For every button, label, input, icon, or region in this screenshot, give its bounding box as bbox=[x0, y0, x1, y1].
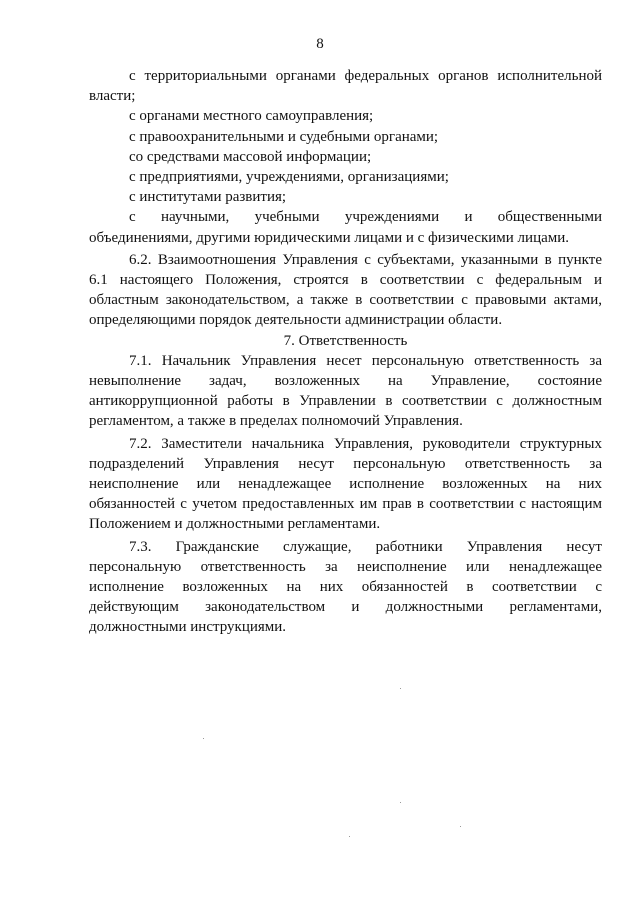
scan-speck bbox=[400, 688, 401, 689]
paragraph-7-2-line: Положением и должностными регламентами. bbox=[89, 516, 381, 533]
paragraph-7-2-line: подразделений Управления несут персональную ответственность за bbox=[89, 455, 602, 472]
list-item-line: с правоохранительными и судебными органами; bbox=[129, 128, 439, 145]
paragraph-7-3-line: исполнение возложенных на них обязанностей в соответствии с bbox=[89, 579, 602, 596]
page-number: 8 bbox=[316, 36, 324, 52]
paragraph-7-1-line: регламентом, а также в пределах полномочий Управления. bbox=[89, 413, 463, 430]
paragraph-7-2-line: обязанностей с учетом предоставленных им прав в соответствии с настоящим bbox=[89, 496, 602, 513]
list-item-line: со средствами массовой информации; bbox=[129, 148, 372, 165]
list-item-line: с научными, учебными учреждениями и общественными bbox=[129, 209, 602, 226]
scan-speck bbox=[349, 836, 350, 837]
paragraph-6-2-line: 6.2. Взаимоотношения Управления с субъектами, указанными в пункте bbox=[129, 251, 602, 268]
paragraph-7-2-line: неисполнение или ненадлежащее исполнение возложенных на них bbox=[89, 476, 602, 493]
paragraph-7-3-line: 7.3. Гражданские служащие, работники Управления несут bbox=[129, 538, 602, 555]
paragraph-6-2-line: определяющими порядок деятельности администрации области. bbox=[89, 312, 503, 329]
list-item-line: с органами местного самоуправления; bbox=[129, 108, 374, 125]
paragraph-7-3-line: должностными инструкциями. bbox=[89, 619, 287, 636]
paragraph-7-3-line: персональную ответственность за неисполнение или ненадлежащее bbox=[89, 558, 602, 575]
list-item-line: власти; bbox=[89, 88, 136, 105]
list-item-line: с территориальными органами федеральных органов исполнительной bbox=[129, 68, 602, 84]
list-item-line: с институтами развития; bbox=[129, 189, 287, 206]
document-body bbox=[89, 66, 602, 638]
scan-speck bbox=[203, 738, 204, 739]
section-heading: 7. Ответственность bbox=[283, 332, 408, 349]
paragraph-7-1-line: 7.1. Начальник Управления несет персональную ответственность за bbox=[129, 352, 602, 369]
scan-speck bbox=[460, 826, 461, 827]
list-item-line: с предприятиями, учреждениями, организациями; bbox=[129, 169, 449, 186]
scan-speck bbox=[400, 802, 401, 803]
paragraph-6-2-line: 6.1 настоящего Положения, строятся в соответствии с федеральным и bbox=[89, 272, 602, 289]
paragraph-7-1-line: невыполнение задач, возложенных на Управление, состояние bbox=[89, 373, 602, 390]
paragraph-7-2-line: 7.2. Заместители начальника Управления, руководители структурных bbox=[129, 435, 602, 452]
paragraph-6-2-line: областным законодательством, а также в соответствии с правовыми актами, bbox=[89, 292, 602, 309]
list-item-line: объединениями, другими юридическими лицами и с физическими лицами. bbox=[89, 229, 570, 246]
paragraph-7-1-line: антикоррупционной работы в Управлении в соответствии с должностным bbox=[89, 393, 602, 410]
paragraph-7-3-line: действующим законодательством и должностными регламентами, bbox=[89, 599, 602, 616]
